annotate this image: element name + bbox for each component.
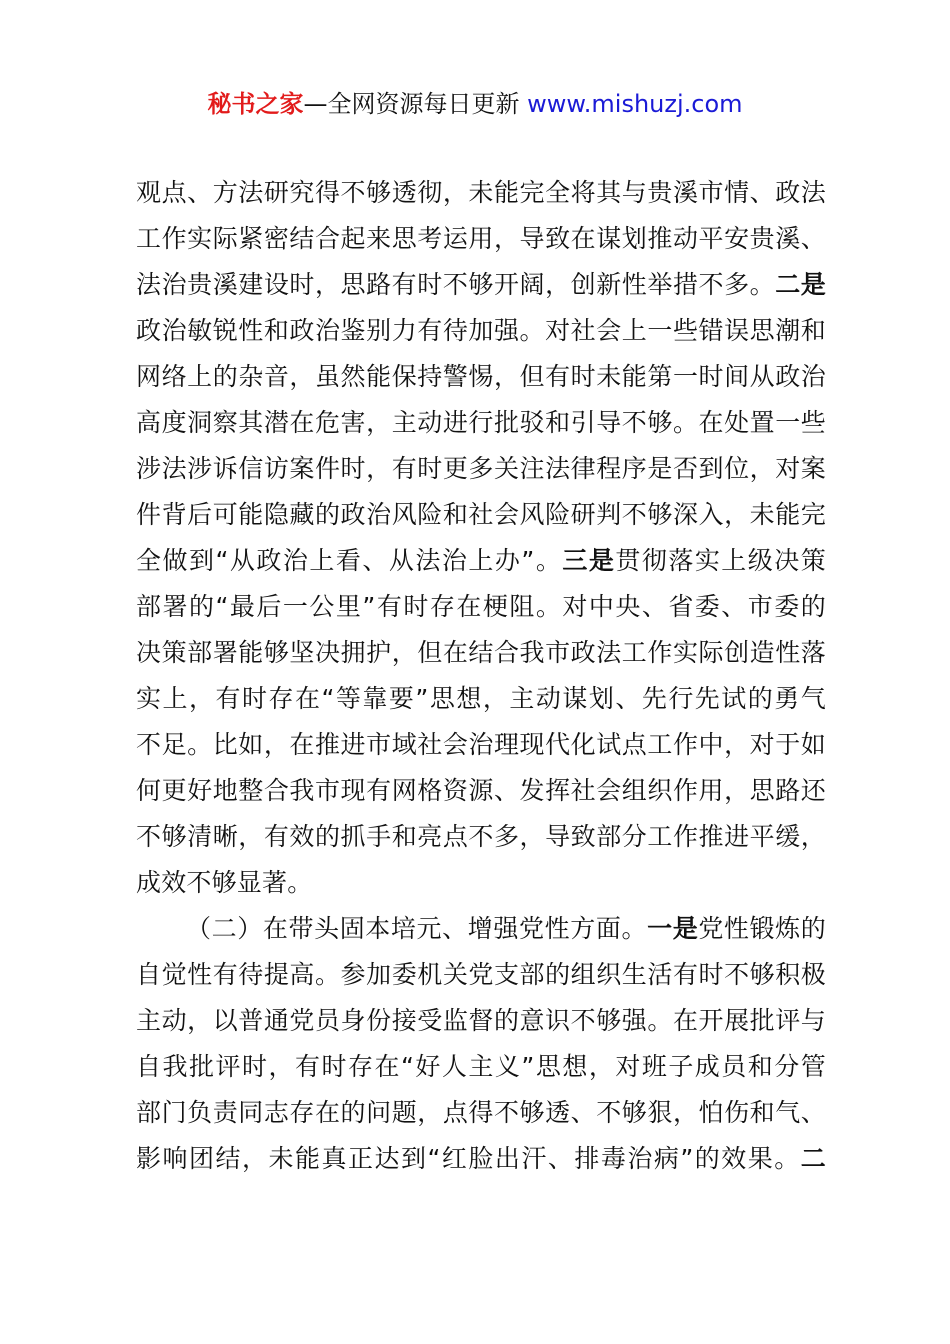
text-line: [136, 262, 826, 308]
text-segment: 涉法涉诉信访案件时，有时更多关注法律程序是否到位，对案: [136, 454, 826, 483]
text-segment: 何更好地整合我市现有网格资源、发挥社会组织作用，思路还: [136, 776, 826, 805]
text-line: [136, 400, 826, 446]
text-segment: 网络上的杂音，虽然能保持警惕，但有时未能第一时间从政治: [136, 362, 826, 391]
text-line: [136, 1136, 826, 1182]
text-segment: 法治贵溪建设时，思路有时不够开阔，创新性举措不多。: [136, 270, 776, 299]
text-line: [136, 722, 826, 768]
header-tagline: —全网资源每日更新: [303, 90, 528, 118]
text-segment: 件背后可能隐藏的政治风险和社会风险研判不够深入，未能完: [136, 500, 826, 529]
text-segment: 全做到“从政治上看、从法治上办”。: [136, 546, 563, 575]
text-segment: 不够清晰，有效的抓手和亮点不多，导致部分工作推进平缓，: [136, 822, 826, 851]
text-line: [136, 538, 826, 584]
text-segment: 主动，以普通党员身份接受监督的意识不够强。在开展批评与: [136, 1006, 826, 1035]
text-segment: 高度洞察其潜在危害，主动进行批驳和引导不够。在处置一些: [136, 408, 826, 437]
text-segment: （二）在带头固本培元、增强党性方面。: [186, 914, 648, 943]
text-segment: 党性锻炼的: [698, 914, 826, 943]
text-line: [136, 906, 826, 952]
bold-text-segment: 一是: [647, 914, 699, 943]
text-segment: 决策部署能够坚决拥护，但在结合我市政法工作实际创造性落: [136, 638, 826, 667]
text-line: [136, 952, 826, 998]
text-line: [136, 1090, 826, 1136]
text-segment: 观点、方法研究得不够透彻，未能完全将其与贵溪市情、政法: [136, 178, 826, 207]
document-body: [136, 170, 826, 1182]
text-segment: 不足。比如，在推进市域社会治理现代化试点工作中，对于如: [136, 730, 826, 759]
text-line: [136, 676, 826, 722]
text-line: [136, 584, 826, 630]
text-line: [136, 170, 826, 216]
text-segment: 工作实际紧密结合起来思考运用，导致在谋划推动平安贵溪、: [136, 224, 826, 253]
text-segment: 自觉性有待提高。参加委机关党支部的组织生活有时不够积极: [136, 960, 826, 989]
text-segment: 实上，有时存在“等靠要”思想，主动谋划、先行先试的勇气: [136, 684, 826, 713]
text-segment: 成效不够显著。: [136, 868, 313, 897]
text-line: [136, 860, 826, 906]
text-segment: 部门负责同志存在的问题，点得不够透、不够狠，怕伤和气、: [136, 1098, 826, 1127]
text-segment: 贯彻落实上级决策: [615, 546, 826, 575]
text-line: [136, 308, 826, 354]
brand-name: 秘书之家: [207, 90, 304, 118]
text-line: [136, 216, 826, 262]
text-line: [136, 768, 826, 814]
site-header: [0, 86, 950, 122]
site-url-link[interactable]: www.mishuzj.com: [527, 90, 743, 118]
bold-text-segment: 三是: [562, 546, 616, 575]
text-segment: 政治敏锐性和政治鉴别力有待加强。对社会上一些错误思潮和: [136, 316, 826, 345]
text-line: [136, 814, 826, 860]
text-line: [136, 354, 826, 400]
text-line: [136, 492, 826, 538]
text-segment: 部署的“最后一公里”有时存在梗阻。对中央、省委、市委的: [136, 592, 826, 621]
text-line: [136, 630, 826, 676]
text-line: [136, 446, 826, 492]
bold-text-segment: 二是: [775, 270, 826, 299]
text-segment: 影响团结，未能真正达到“红脸出汗、排毒治病”的效果。: [136, 1144, 801, 1173]
text-line: [136, 998, 826, 1044]
text-segment: 自我批评时，有时存在“好人主义”思想，对班子成员和分管: [136, 1052, 826, 1081]
text-line: [136, 1044, 826, 1090]
bold-text-segment: 二: [800, 1144, 826, 1173]
